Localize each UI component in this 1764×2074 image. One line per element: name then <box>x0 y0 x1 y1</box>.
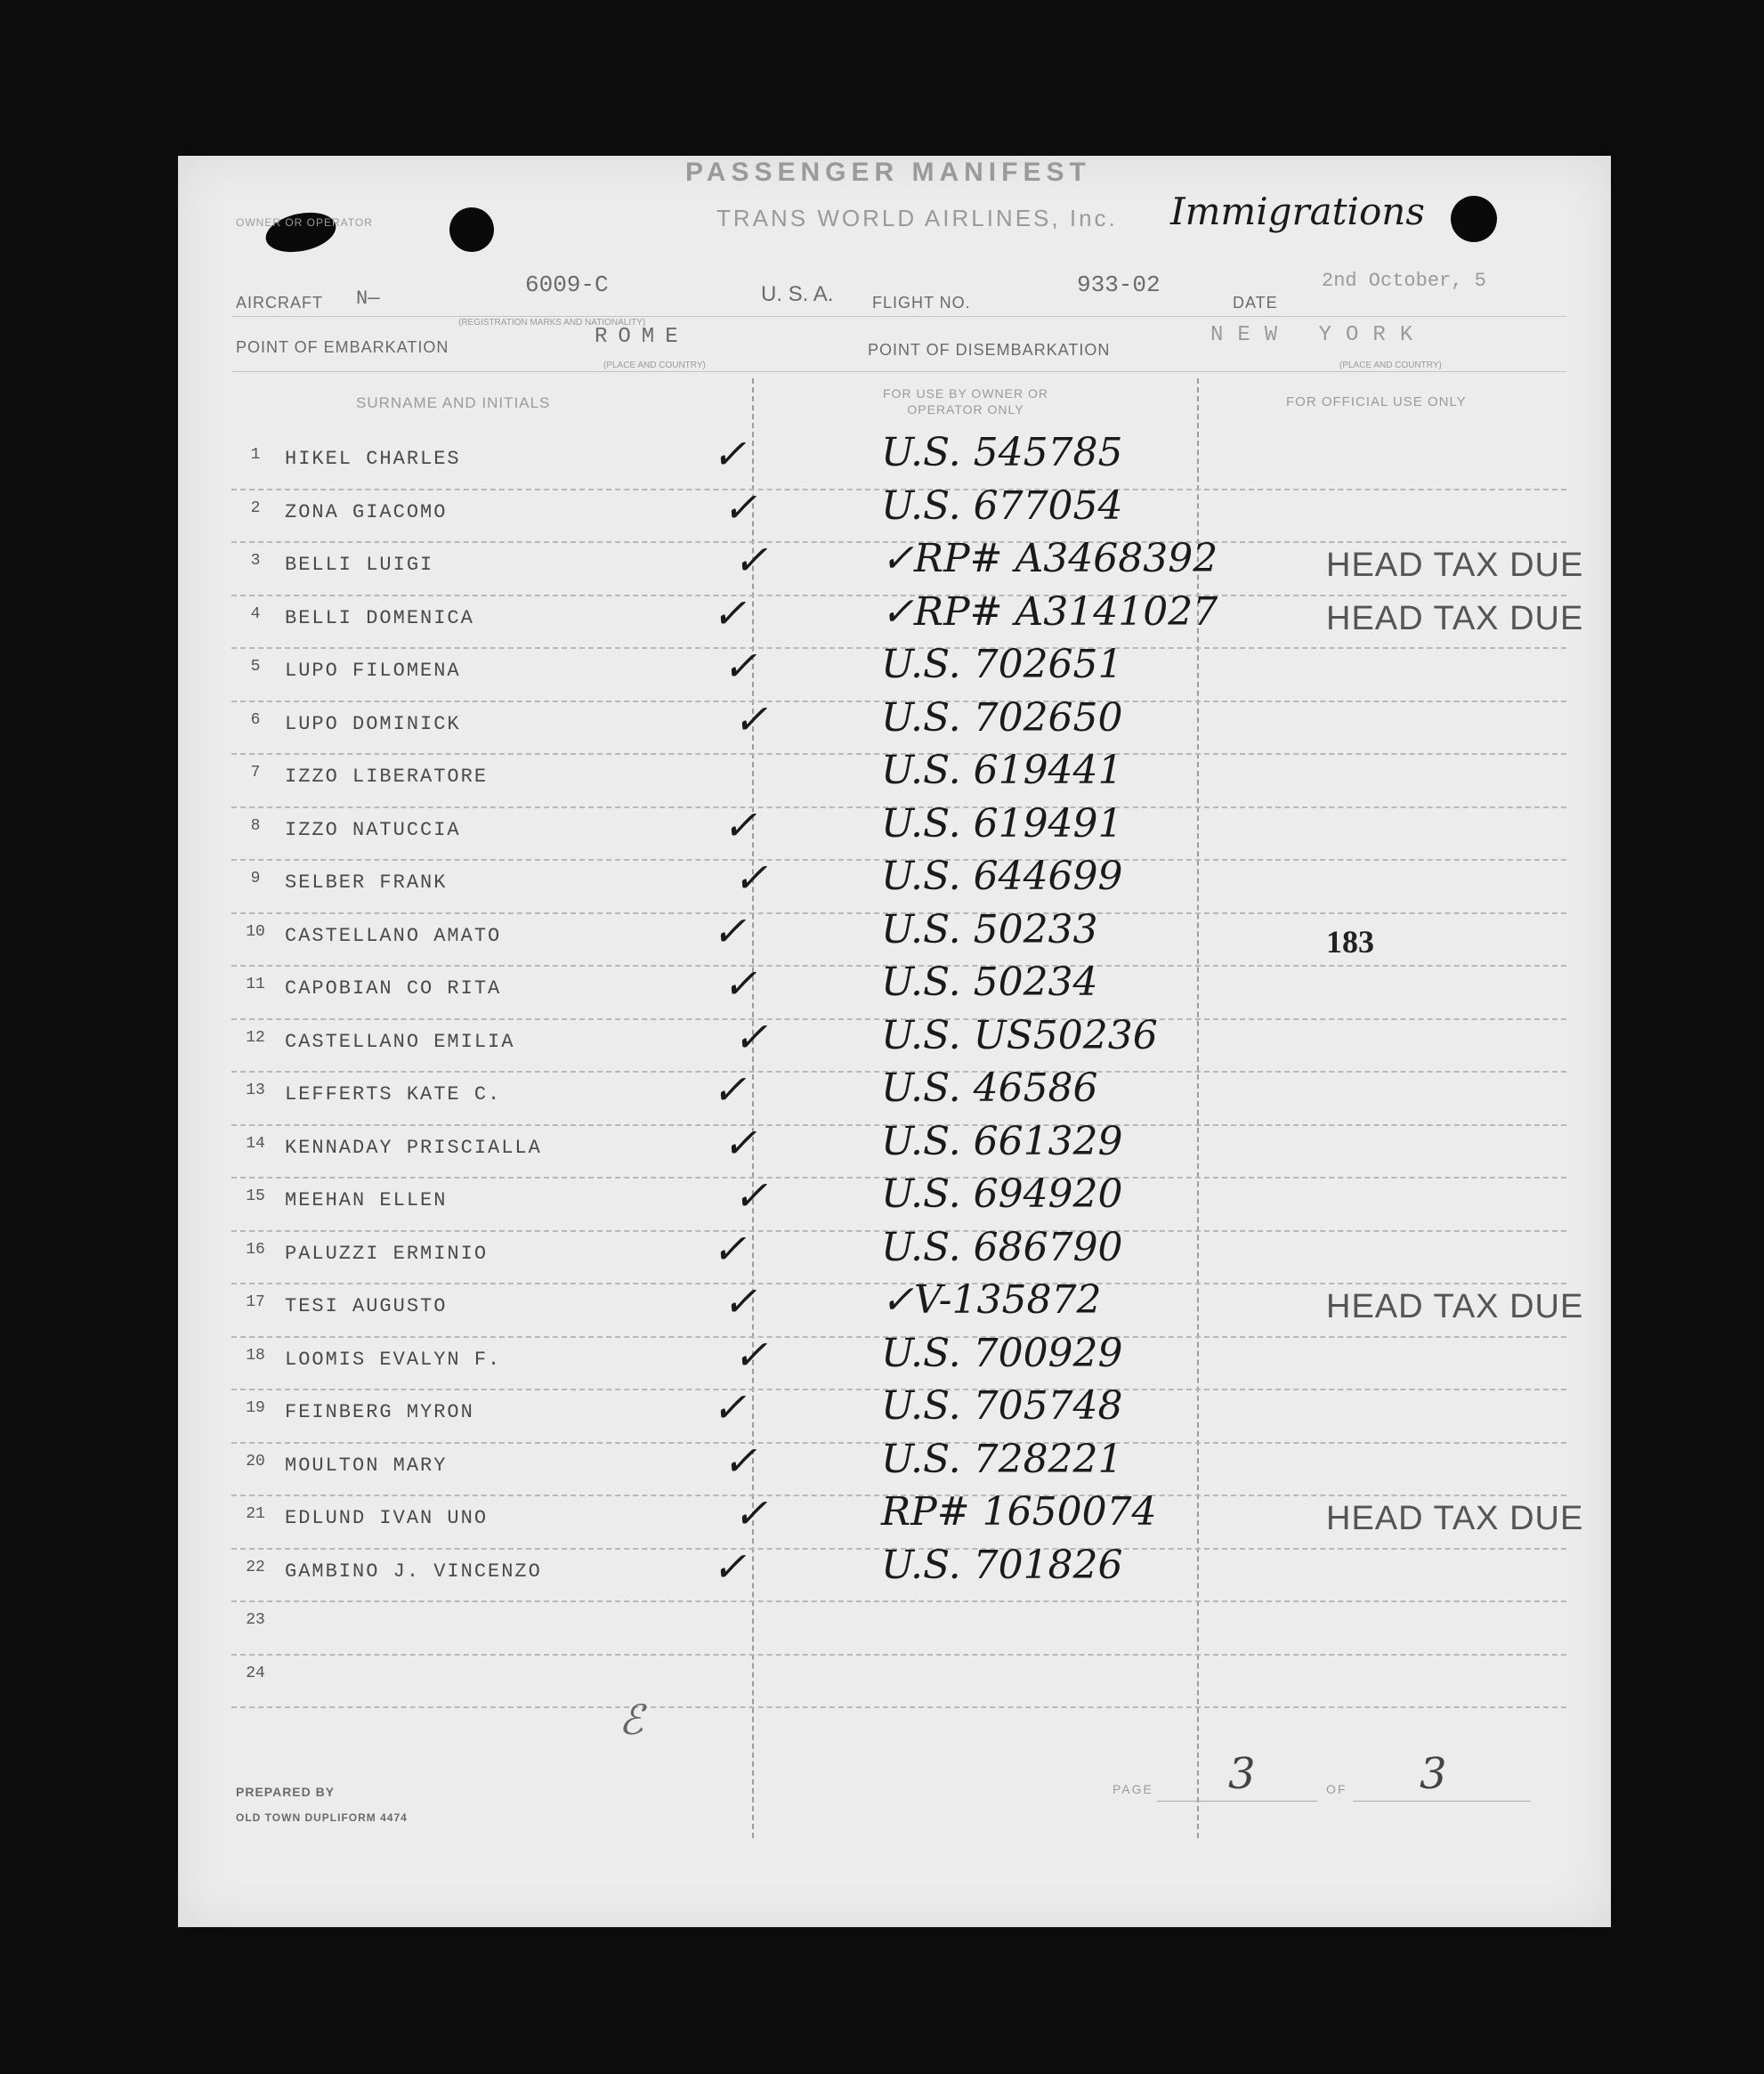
disembarkation-label: POINT OF DISEMBARKATION <box>868 341 1111 359</box>
check-mark: ✓ <box>712 588 747 637</box>
check-mark: ✓ <box>712 1542 747 1591</box>
date-label: DATE <box>1233 294 1278 312</box>
passport-number: U.S. 545785 <box>881 430 1123 475</box>
check-mark: ✓ <box>733 694 768 743</box>
row-number: 10 <box>246 922 265 941</box>
head-tax-stamp: HEAD TAX DUE <box>1326 599 1584 637</box>
row-number: 3 <box>250 552 261 570</box>
passport-number: U.S. 702651 <box>881 642 1123 687</box>
aircraft-label: AIRCRAFT <box>236 294 323 312</box>
row-number: 7 <box>250 764 261 782</box>
row-rule <box>231 1706 1566 1708</box>
check-mark: ✓ <box>733 1330 768 1379</box>
row-number: 17 <box>246 1293 265 1311</box>
row-number: 12 <box>246 1028 265 1047</box>
passenger-name: IZZO NATUCCIA <box>285 818 461 841</box>
manifest-page <box>178 156 1611 1927</box>
check-mark: ✓ <box>723 1118 757 1167</box>
row-number: 24 <box>246 1664 265 1682</box>
row-number: 2 <box>250 498 261 517</box>
check-mark: ✓ <box>712 1065 747 1114</box>
check-mark: ✓ <box>712 1383 747 1431</box>
passenger-name: LEFFERTS KATE C. <box>285 1083 502 1106</box>
table-row <box>178 1542 1611 1605</box>
passport-number: U.S. 677054 <box>881 482 1123 529</box>
head-tax-stamp: HEAD TAX DUE <box>1326 1500 1584 1537</box>
passport-number: U.S. 50234 <box>881 960 1098 1005</box>
passenger-name: PALUZZI ERMINIO <box>285 1242 489 1265</box>
row-number: 18 <box>246 1346 265 1365</box>
page-label: PAGE <box>1113 1782 1153 1796</box>
passenger-name: LOOMIS EVALYN F. <box>285 1348 502 1371</box>
form-label: OLD TOWN DUPLIFORM 4474 <box>236 1811 408 1824</box>
row-number: 19 <box>246 1399 265 1417</box>
passport-number: U.S. 686790 <box>881 1224 1123 1270</box>
check-mark: ✓ <box>712 430 747 478</box>
passenger-name: CASTELLANO EMILIA <box>285 1030 515 1053</box>
table-row <box>178 1657 1611 1711</box>
check-mark: ✓ <box>723 1277 757 1325</box>
row-rule <box>231 1600 1566 1602</box>
ink-blot-center <box>449 207 494 252</box>
passport-number: U.S. US50236 <box>881 1012 1158 1058</box>
row-number: 5 <box>250 658 261 676</box>
passport-number: U.S. 46586 <box>881 1065 1098 1111</box>
page-value: 3 <box>1228 1749 1256 1799</box>
of-value: 3 <box>1420 1749 1447 1799</box>
passport-number: U.S. 705748 <box>881 1383 1123 1429</box>
passenger-name: GAMBINO J. VINCENZO <box>285 1560 542 1583</box>
header-rule-1 <box>231 316 1566 317</box>
passenger-name: TESI AUGUSTO <box>285 1295 448 1317</box>
page-rule <box>1157 1801 1317 1802</box>
passport-number: U.S. 619441 <box>881 748 1123 793</box>
passport-number: U.S. 644699 <box>881 854 1123 899</box>
airline-name: TRANS WORLD AIRLINES, Inc. <box>716 205 1118 231</box>
row-number: 13 <box>246 1082 265 1099</box>
check-mark: ✓ <box>723 800 757 849</box>
passenger-name: ZONA GIACOMO <box>285 500 448 523</box>
of-rule <box>1353 1801 1531 1802</box>
official-number: 183 <box>1326 924 1374 960</box>
check-mark: ✓ <box>733 1489 768 1537</box>
manifest-title: PASSENGER MANIFEST <box>685 158 1091 187</box>
ink-blot-right <box>1451 196 1497 242</box>
row-number: 8 <box>250 816 261 835</box>
aircraft-prefix: N— <box>356 288 380 310</box>
immigrations-annotation: Immigrations <box>1170 190 1425 233</box>
row-number: 21 <box>246 1505 265 1523</box>
table-row <box>178 1604 1611 1657</box>
passenger-name: HIKEL CHARLES <box>285 448 461 470</box>
check-mark: ✓ <box>723 1436 757 1485</box>
row-number: 23 <box>246 1611 265 1629</box>
passenger-name: MEEHAN ELLEN <box>285 1189 448 1211</box>
row-number: 16 <box>246 1240 265 1259</box>
passenger-name: LUPO DOMINICK <box>285 712 461 735</box>
passenger-name: BELLI DOMENICA <box>285 606 474 629</box>
passport-number: U.S. 694920 <box>881 1171 1123 1217</box>
passport-number: U.S. 701826 <box>881 1542 1123 1588</box>
check-mark: ✓ <box>712 906 747 955</box>
check-mark: ✓ <box>723 642 757 690</box>
row-number: 6 <box>250 710 261 729</box>
embarkation-hint: (PLACE AND COUNTRY) <box>603 361 706 370</box>
check-mark: ✓ <box>733 854 768 902</box>
passport-number: U.S. 728221 <box>881 1436 1123 1482</box>
passenger-name: IZZO LIBERATORE <box>285 766 489 788</box>
row-number: 14 <box>246 1134 265 1153</box>
row-number: 4 <box>250 604 261 623</box>
flight-label: FLIGHT NO. <box>872 294 971 312</box>
passenger-name: FEINBERG MYRON <box>285 1401 474 1423</box>
passport-number: RP# 1650074 <box>881 1489 1157 1535</box>
check-mark: ✓ <box>733 1171 768 1219</box>
check-mark: ✓ <box>733 536 768 584</box>
passport-number: U.S. 661329 <box>881 1118 1123 1164</box>
passenger-name: SELBER FRANK <box>285 871 448 894</box>
header-rule-2 <box>231 371 1566 372</box>
of-label: OF <box>1326 1782 1347 1796</box>
passport-number: U.S. 50233 <box>881 906 1098 952</box>
passport-number: U.S. 700929 <box>881 1330 1123 1376</box>
passenger-name: KENNADAY PRISCIALLA <box>285 1136 542 1159</box>
row-number: 20 <box>246 1452 265 1470</box>
row-number: 1 <box>250 446 261 464</box>
passenger-name: CAPOBIAN CO RITA <box>285 977 502 1000</box>
embarkation-value: ROME <box>595 325 689 349</box>
date-value: 2nd October, 5 <box>1322 270 1486 292</box>
passport-number: ✓RP# A3468392 <box>881 536 1218 581</box>
check-mark: ✓ <box>723 482 757 531</box>
row-number: 15 <box>246 1187 265 1205</box>
disembarkation-hint: (PLACE AND COUNTRY) <box>1339 361 1442 370</box>
check-mark: ✓ <box>712 1224 747 1273</box>
passenger-name: EDLUND IVAN UNO <box>285 1507 489 1529</box>
passport-number: ✓V-135872 <box>881 1277 1102 1323</box>
disembarkation-value: NEW YORK <box>1210 323 1428 347</box>
column-surname: SURNAME AND INITIALS <box>356 394 551 411</box>
head-tax-stamp: HEAD TAX DUE <box>1326 547 1584 584</box>
row-number: 11 <box>246 976 265 993</box>
nationality-value: U. S. A. <box>761 282 834 306</box>
ink-blot-left <box>263 207 340 258</box>
column-official-use: FOR OFFICIAL USE ONLY <box>1286 394 1467 409</box>
passport-number: U.S. 702650 <box>881 694 1123 741</box>
passenger-name: CASTELLANO AMATO <box>285 924 502 947</box>
passenger-name: LUPO FILOMENA <box>285 660 461 682</box>
aircraft-number: 6009-C <box>525 271 609 298</box>
check-mark: ✓ <box>733 1012 768 1061</box>
passport-number: ✓RP# A3141027 <box>881 588 1218 635</box>
owner-operator-label: OWNER OR OPERATOR <box>236 216 373 229</box>
row-number: 22 <box>246 1558 265 1576</box>
passport-number: U.S. 619491 <box>881 800 1123 847</box>
passenger-name: MOULTON MARY <box>285 1454 448 1477</box>
check-mark: ✓ <box>723 960 757 1008</box>
embarkation-label: POINT OF EMBARKATION <box>236 338 449 356</box>
signature-mark: ℰ <box>619 1696 643 1744</box>
prepared-by-label: PREPARED BY <box>236 1785 336 1799</box>
aircraft-hint: (REGISTRATION MARKS AND NATIONALITY) <box>458 318 646 328</box>
column-owner-use: FOR USE BY OWNER OR OPERATOR ONLY <box>883 386 1048 417</box>
passenger-name: BELLI LUIGI <box>285 554 434 576</box>
row-number: 9 <box>250 870 261 887</box>
row-rule <box>231 1654 1566 1656</box>
flight-number: 933-02 <box>1077 271 1161 298</box>
head-tax-stamp: HEAD TAX DUE <box>1326 1288 1584 1325</box>
